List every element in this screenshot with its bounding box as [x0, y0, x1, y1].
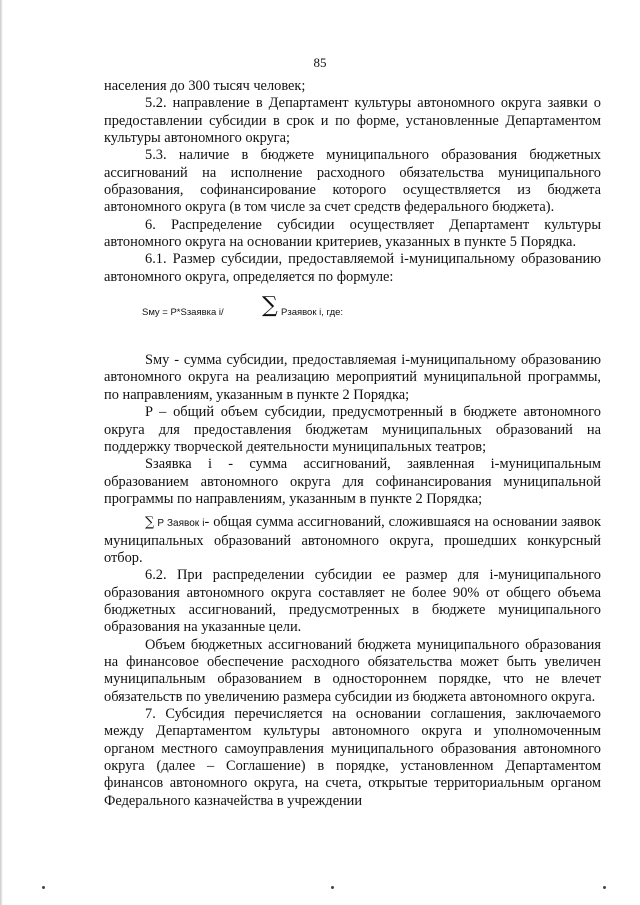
document-body [104, 78, 601, 810]
scan-speck [331, 886, 334, 889]
paragraph-5-1-end: населения до 300 тысяч человек; [104, 78, 306, 94]
paragraph-volume: Объем бюджетных ассигнований бюджета муниципального образования на финансовое обеспечение расходного обязательства может быть увеличен муниципальным образованием в одностороннем порядке, что не влечет обязательств по увеличению размера субсидии из бюджета автономного округа. [104, 636, 601, 705]
paragraph-7: 7. Субсидия перечисляется на основании соглашения, заключаемого между Департаментом культуры автономного округа и уполномоченным органом местного самоуправления муниципального образования автономного округа (далее – Соглашение) в порядке, установленном Департаментом финансов автономного округа, на счета, открытые территориальным органом Федерального казначейства в учреждении [104, 706, 601, 809]
paragraph-6: 6. Распределение субсидии осуществляет Департамент культуры автономного округа на основании критериев, указанных в пункте 5 Порядка. [104, 216, 601, 251]
scan-speck [603, 886, 606, 889]
definition-smy: Sмy - сумма субсидии, предоставляемая i-муниципальному образованию автономного округа на реализацию мероприятий муниципальной программы, по направлениям, указанным в пункте 2 Порядка; [104, 352, 601, 403]
formula-left: Sмy = P*Sзаявка i/ [142, 307, 224, 319]
subsidy-formula [104, 292, 601, 326]
definition-p: P – общий объем субсидии, предусмотренный в бюджете автономного округа для предоставления бюджетам муниципальных образований на поддержку творческой деятельности муниципальных театров; [104, 404, 601, 455]
paragraph-5-2: 5.2. направление в Департамент культуры автономного округа заявки о предоставлении субсидии в срок и по форме, установленные Департаментом культуры автономного округа; [104, 95, 601, 147]
definition-sum-zayavok [104, 514, 601, 567]
sum-zayavok-description: - общая сумма ассигнований, сложившаяся на основании заявок муниципальных образований автономного округа, прошедших конкурсный отбор. [104, 514, 602, 566]
page-number: 85 [313, 55, 327, 70]
sum-zayavok-label [145, 515, 205, 531]
sigma-symbol-2: ∑ [145, 515, 155, 531]
sigma-symbol: ∑ [262, 293, 278, 319]
paragraph-6-1: 6.1. Размер субсидии, предоставляемой i-муниципальному образованию автономного округа, определяется по формуле: [104, 251, 601, 285]
paragraph-5-3: 5.3. наличие в бюджете муниципального образования бюджетных ассигнований на исполнение расходного обязательства муниципального образования, софинансирование которого осуществляется из бюджета автономного округа (в том числе за счет средств федерального бюджета). [104, 147, 601, 216]
definition-szayavka: Sзаявка i - сумма ассигнований, заявленная i-муниципальным образованием автономного округа для софинансирования муниципальной программы по направлениям, указанным в пункте 2 Порядка; [104, 456, 601, 507]
paragraph-6-2: 6.2. При распределении субсидии ее размер для i-муниципального образования автономного округа составляет не более 90% от общего объема бюджетных ассигнований, предусмотренных в бюджете муниципального образования на указанные цели. [104, 567, 601, 636]
scan-speck [42, 886, 45, 889]
sum-zayavok-text: P Заявок i [157, 518, 205, 530]
formula-right: Pзаявок i, где: [281, 307, 344, 319]
scan-edge [0, 0, 3, 905]
